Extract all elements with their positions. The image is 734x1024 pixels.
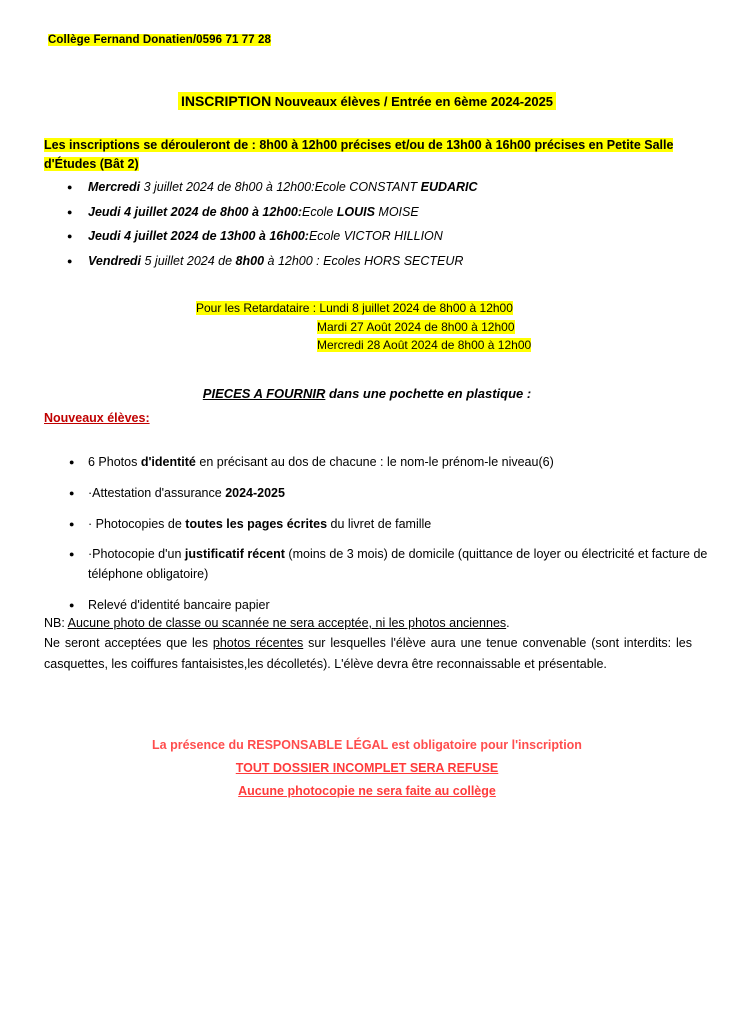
pieces-title xyxy=(0,386,734,401)
school-name: Ecole CONSTANT xyxy=(314,180,421,194)
intro-text: Les inscriptions se dérouleront de : 8h00 à 12h00 précises et/ou de 13h00 à 16h00 précises en Petite Salle d'Études (Bât 2) xyxy=(44,138,674,172)
nb-label: NB: xyxy=(44,616,65,630)
doc-text-4b: (moins de 3 mois) de domicile (quittance de loyer ou électricité et facture de téléphone obligatoire) xyxy=(88,547,708,581)
date-strong: Jeudi 4 juillet 2024 de 8h00 à 12h00: xyxy=(88,204,302,219)
footer-line-2: TOUT DOSSIER INCOMPLET SERA REFUSE xyxy=(235,760,499,775)
list-item xyxy=(86,453,721,473)
retardataires-block xyxy=(196,299,531,355)
title-prefix: INSCRIPTION xyxy=(180,93,272,109)
retardataire-line-1: Pour les Retardataire : Lundi 8 juillet 2024 de 8h00 à 12h00 xyxy=(196,301,513,315)
list-item xyxy=(86,545,721,585)
list-item xyxy=(86,515,721,535)
documents-list xyxy=(62,453,721,627)
doc-text-3: · Photocopies de xyxy=(88,516,186,531)
doc-text-2: ·Attestation d'assurance xyxy=(88,485,226,500)
nb-paragraph-1: Ne seront acceptées que les xyxy=(44,636,213,651)
date-strong: Mercredi xyxy=(88,180,141,194)
pieces-title-underlined: PIECES A FOURNIR xyxy=(202,386,326,401)
school-name-tail: MOISE xyxy=(374,204,419,219)
intro-paragraph xyxy=(44,136,692,175)
date-mid-2: à 12h00 : Ecoles HORS SECTEUR xyxy=(264,253,464,268)
doc-text-4: ·Photocopie d'un xyxy=(88,547,185,562)
nb-block xyxy=(44,613,692,674)
doc-bold-3: toutes les pages écrites xyxy=(185,516,328,531)
doc-text-1b: en précisant au dos de chacune : le nom-le prénom-le niveau(6) xyxy=(195,455,554,469)
school-name: Ecole VICTOR HILLION xyxy=(308,229,443,243)
retardataire-line-2: Mardi 27 Août 2024 de 8h00 à 12h00 xyxy=(317,319,515,334)
date-strong: Jeudi 4 juillet 2024 de 13h00 à 16h00: xyxy=(88,229,309,243)
date-strong: Vendredi xyxy=(88,253,142,268)
document-title xyxy=(0,92,734,110)
nb-tail: . xyxy=(506,616,510,630)
doc-bold-1: d'identité xyxy=(140,455,196,469)
header-text: Collège Fernand Donatien/0596 71 77 28 xyxy=(48,34,272,46)
date-strong-2: 8h00 xyxy=(235,253,265,268)
nb-underlined: Aucune photo de classe ou scannée ne sera acceptée, ni les photos anciennes xyxy=(67,616,507,630)
footer-line-3: Aucune photocopie ne sera faite au collège xyxy=(238,783,496,798)
school-name-bold: EUDARIC xyxy=(420,180,478,194)
nb-paragraph-underlined: photos récentes xyxy=(212,636,304,651)
list-item xyxy=(86,484,721,504)
doc-text-3b: du livret de famille xyxy=(327,516,432,531)
list-item xyxy=(84,206,704,219)
list-item xyxy=(84,255,704,268)
list-item xyxy=(84,181,704,194)
pieces-title-rest: dans une pochette en plastique : xyxy=(325,386,532,401)
school-name-bold: LOUIS xyxy=(336,204,375,219)
footer-notice xyxy=(0,734,734,802)
doc-bold-4: justificatif récent xyxy=(184,547,285,562)
date-mid: 5 juillet 2024 de xyxy=(141,253,236,268)
list-item xyxy=(84,230,704,243)
retardataire-line-3: Mercredi 28 Août 2024 de 8h00 à 12h00 xyxy=(317,338,532,353)
doc-text-1: 6 Photos xyxy=(88,455,141,469)
date-mid: 3 juillet 2024 de 8h00 à 12h00: xyxy=(140,180,315,194)
document-header xyxy=(48,34,271,46)
doc-bold-2: 2024-2025 xyxy=(225,485,285,500)
footer-line-1: La présence du RESPONSABLE LÉGAL est obligatoire pour l'inscription xyxy=(152,738,582,752)
doc-text-5: Relevé d'identité bancaire papier xyxy=(88,597,270,612)
nouveaux-eleves-heading: Nouveaux élèves: xyxy=(44,411,150,425)
title-rest: Nouveaux élèves / Entrée en 6ème 2024-2025 xyxy=(271,94,554,109)
dates-list xyxy=(60,181,704,279)
nb-paragraph-2: sur lesquelles l'élève aura une tenue convenable (sont interdits: les casquettes, les coiffures fantaisistes,les décolletés). L'élève devra être reconnaissable et présentable. xyxy=(44,636,692,671)
school-name: Ecole xyxy=(302,204,337,219)
